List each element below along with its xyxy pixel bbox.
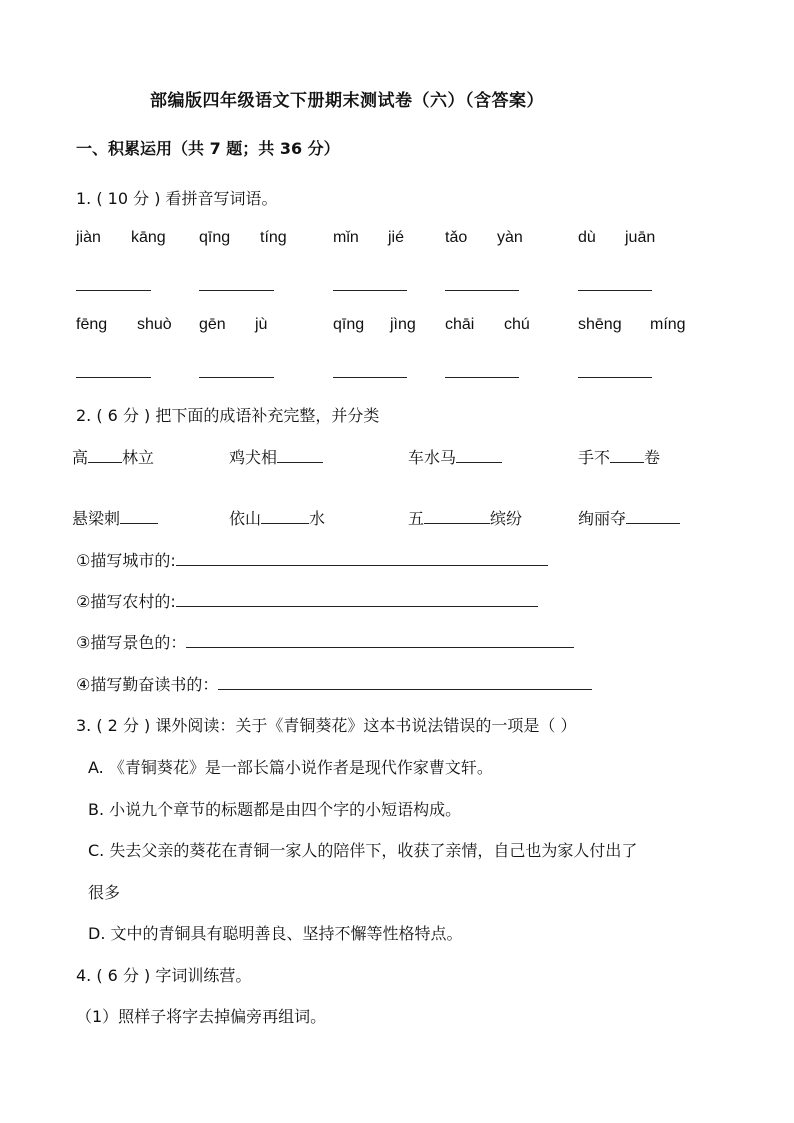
class-answer-blank[interactable] [218,674,592,690]
idiom-blank[interactable] [277,447,323,463]
idiom-text: 卷 [644,448,661,467]
pinyin: tǎo [445,229,468,246]
class-answer-blank[interactable] [176,591,538,607]
idiom-blank[interactable] [456,447,502,463]
pinyin: chāi [445,316,475,333]
pinyin: fēng [76,316,108,333]
idiom-text: 五 [408,509,425,528]
answer-blank[interactable] [578,290,652,291]
pinyin: kāng [131,229,166,246]
idiom-text: 车水马 [408,448,457,467]
page-title: 部编版四年级语文下册期末测试卷（六）（含答案） [150,91,544,111]
pinyin: gēn [199,316,226,333]
class-label: ①描写城市的: [76,551,176,570]
idiom-blank[interactable] [424,508,490,524]
answer-blank[interactable] [199,377,274,378]
idiom-item [408,445,502,468]
question-2-stem: 2. ( 6 分 ) 把下面的成语补充完整，并分类 [76,406,380,425]
class-label: ④描写勤奋读书的： [76,675,219,694]
pinyin: jié [388,229,405,246]
idiom-item [72,445,154,468]
pinyin: jù [255,316,268,333]
class-line-village [76,589,538,612]
idiom-item [408,506,522,529]
answer-blank[interactable] [333,290,407,291]
class-label: ③描写景色的： [76,633,187,652]
question-4-stem: 4. ( 6 分 ) 字词训练营。 [76,966,252,985]
idiom-item [229,445,323,468]
pinyin: jìng [390,316,416,333]
idiom-item [229,506,325,529]
pinyin: shuò [137,316,172,333]
class-line-city [76,548,548,571]
class-answer-blank[interactable] [186,632,574,648]
question-3-stem: 3. ( 2 分 ) 课外阅读：关于《青铜葵花》这本书说法错误的一项是（ ） [76,716,577,735]
option-a[interactable]: A. 《青铜葵花》是一部长篇小说作者是现代作家曹文轩。 [88,758,493,777]
answer-blank[interactable] [76,377,151,378]
pinyin: qīng [199,229,231,246]
idiom-text: 缤纷 [490,509,523,528]
answer-blank[interactable] [578,377,652,378]
pinyin: mǐn [333,229,359,246]
pinyin: yàn [497,229,523,246]
idiom-blank[interactable] [120,508,158,524]
answer-blank[interactable] [445,377,519,378]
idiom-blank[interactable] [610,447,644,463]
idiom-blank[interactable] [88,447,122,463]
idiom-text: 手不 [578,448,611,467]
pinyin: chú [504,316,530,333]
answer-blank[interactable] [333,377,407,378]
idiom-item [72,506,158,529]
idiom-text: 林立 [122,448,155,467]
section-heading: 一、积累运用（共 7 题；共 36 分） [76,139,340,158]
question-4-subquestion-1: （1）照样子将字去掉偏旁再组词。 [76,1007,327,1026]
option-c[interactable]: C. 失去父亲的葵花在青铜一家人的陪伴下，收获了亲情，自己也为家人付出了 [88,841,638,860]
idiom-text: 鸡犬相 [229,448,278,467]
pinyin: shēng [578,316,622,333]
idiom-text: 高 [72,448,89,467]
idiom-text: 依山 [229,509,262,528]
option-d[interactable]: D. 文中的青铜具有聪明善良、坚持不懈等性格特点。 [88,924,463,943]
idiom-text: 绚丽夺 [578,509,627,528]
idiom-text: 水 [309,509,326,528]
answer-blank[interactable] [76,290,151,291]
pinyin: juān [625,229,656,246]
option-b[interactable]: B. 小说九个章节的标题都是由四个字的小短语构成。 [88,800,462,819]
class-line-scenery [76,630,574,653]
class-label: ②描写农村的: [76,592,176,611]
pinyin: qīng [333,316,365,333]
question-1-stem: 1. ( 10 分 ) 看拼音写词语。 [76,189,278,208]
answer-blank[interactable] [199,290,274,291]
pinyin: dù [578,229,596,246]
option-c-continued: 很多 [88,883,121,902]
idiom-text: 悬梁刺 [72,509,121,528]
class-answer-blank[interactable] [176,550,548,566]
idiom-item [578,506,680,529]
pinyin: tíng [260,229,287,246]
answer-blank[interactable] [445,290,519,291]
idiom-blank[interactable] [626,508,680,524]
pinyin: jiàn [76,229,101,246]
class-line-study [76,672,592,695]
idiom-blank[interactable] [261,508,309,524]
pinyin: míng [650,316,686,333]
idiom-item [578,445,660,468]
